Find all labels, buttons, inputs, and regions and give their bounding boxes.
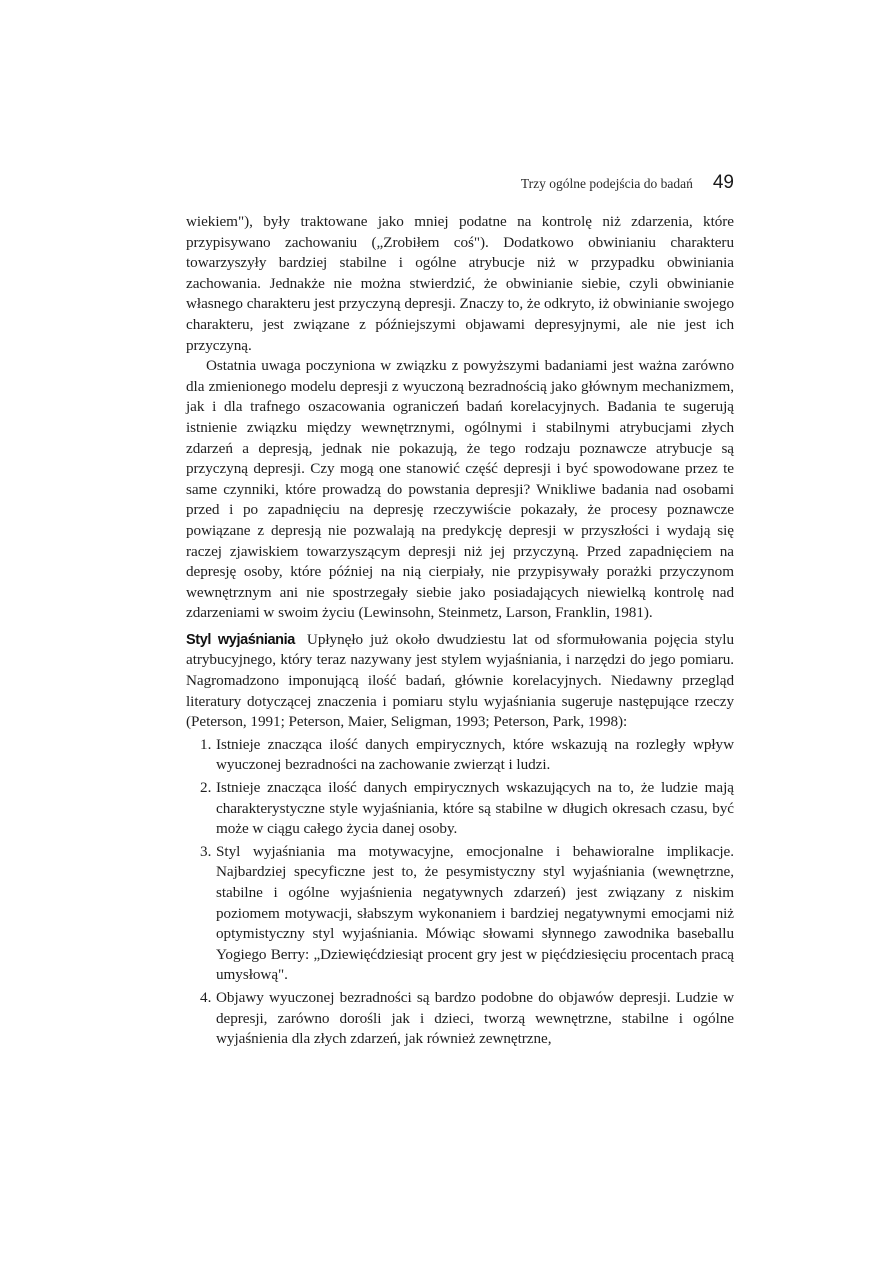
list-item-text: Istnieje znacząca ilość danych empirycznych, które wskazują na rozległy wpływ wyuczonej bezradności na zachowanie zwierząt i ludzi. bbox=[216, 735, 734, 774]
paragraph-correlation-note: Ostatnia uwaga poczyniona w związku z powyższymi badaniami jest ważna zarówno dla zmienionego modelu depresji z wyuczoną bezradnością jako głównym mechanizmem, jak i dla trafnego oszacowania ograniczeń badań korelacyjnych. Badania te sugerują istnienie związku między wewnętrznymi, ogólnymi i stabilnymi atrybucjami złych zdarzeń a depresją, jednak nie pokazują, że tego rodzaju poznawcze atrybucje są przyczyną depresji. Czy mogą one stanowić część depresji i być spowodowane przez te same czynniki, które prowadzą do powstania depresji? Wnikliwe badania nad osobami przed i po zapadnięciu na depresję rzeczywiście pokazały, że procesy poznawcze powiązane z depresją nie pozwalają na predykcję depresji w przyszłości i wydają się raczej zjawiskiem towarzyszącym depresji niż jej przyczyną. Przed zapadnięciem na depresję osoby, które później na nią cierpiały, nie przypisywały porażki przyczynom wewnętrznym ani nie spostrzegały siebie jako posiadających niewielką kontrolę nad zdarzeniami w swoim życiu (Lewinsohn, Steinmetz, Larson, Franklin, 1981). bbox=[186, 357, 734, 622]
paragraph-continued: wiekiem"), były traktowane jako mniej podatne na kontrolę niż zdarzenia, które przypisywano zachowaniu („Zrobiłem coś"). Dodatkowo obwinianiu charakteru towarzyszyły bardziej stabilne i ogólne atrybucje niż w przypadku obwiniania zachowania. Jednakże nie można stwierdzić, że obwinianie siebie, czyli obwinianie własnego charakteru jest przyczyną depresji. Znaczy to, że odkryto, iż obwinianie swojego charakteru, jest związane z późniejszymi objawami depresyjnymi, ale nie jest ich przyczyną. bbox=[186, 213, 735, 354]
list-item bbox=[186, 988, 734, 1050]
page-body bbox=[186, 212, 734, 1050]
list-item-number: 3. bbox=[200, 842, 212, 860]
list-item-text: Objawy wyuczonej bezradności są bardzo podobne do objawów depresji. Ludzie w depresji, zarówno dorośli jak i dzieci, tworzą wewnętrzne, stabilne i ogólne wyjaśnienia dla złych zdarzeń, jak również zewnętrzne, bbox=[216, 988, 734, 1048]
page-number: 49 bbox=[712, 172, 734, 193]
list-item-text: Styl wyjaśniania ma motywacyjne, emocjonalne i behawioralne implikacje. Najbardziej specyficzne jest to, że pesymistyczny styl wyjaśniania (wewnętrzne, stabilne i ogólne wyjaśnienia negatywnych zdarzeń) jest związany z niskim poziomem motywacji, słabszym wykonaniem i bardziej negatywnymi emocjami niż optymistyczny styl wyjaśniania. Mówiąc słowami słynnego zawodnika baseballu Yogiego Berry: „Dziewięćdziesiąt procent gry jest w pięćdziesięciu procentach pracą umysłową". bbox=[216, 842, 734, 984]
list-item bbox=[186, 735, 734, 776]
section-text: Upłynęło już około dwudziestu lat od sformułowania pojęcia stylu atrybucyjnego, który teraz nazywany jest stylem wyjaśniania, i narzędzi do jego pomiaru. Nagromadzono imponującą ilość badań, głównie korelacyjnych. Niedawny przegląd literatury dotyczącej znaczenia i pomiaru stylu wyjaśniania sugeruje następujące rzeczy (Peterson, 1991; Peterson, Maier, Seligman, 1993; Peterson, Park, 1998): bbox=[186, 630, 734, 731]
list-item-number: 4. bbox=[200, 988, 212, 1006]
page-header bbox=[186, 172, 734, 196]
list-item-text: Istnieje znacząca ilość danych empirycznych wskazujących na to, że ludzie mają charakterystyczne style wyjaśniania, które są stabilne w długich okresach czasu, być może w ciągu całego życia danej osoby. bbox=[216, 779, 734, 838]
list-item-number: 2. bbox=[200, 779, 212, 797]
findings-list bbox=[186, 735, 734, 1050]
list-item-number: 1. bbox=[200, 735, 212, 753]
list-item bbox=[186, 842, 734, 986]
running-head: Trzy ogólne podejścia do badań bbox=[520, 176, 693, 191]
section-heading: Styl wyjaśniania bbox=[186, 631, 295, 648]
list-item bbox=[186, 778, 734, 840]
section-explanatory-style bbox=[186, 630, 734, 733]
